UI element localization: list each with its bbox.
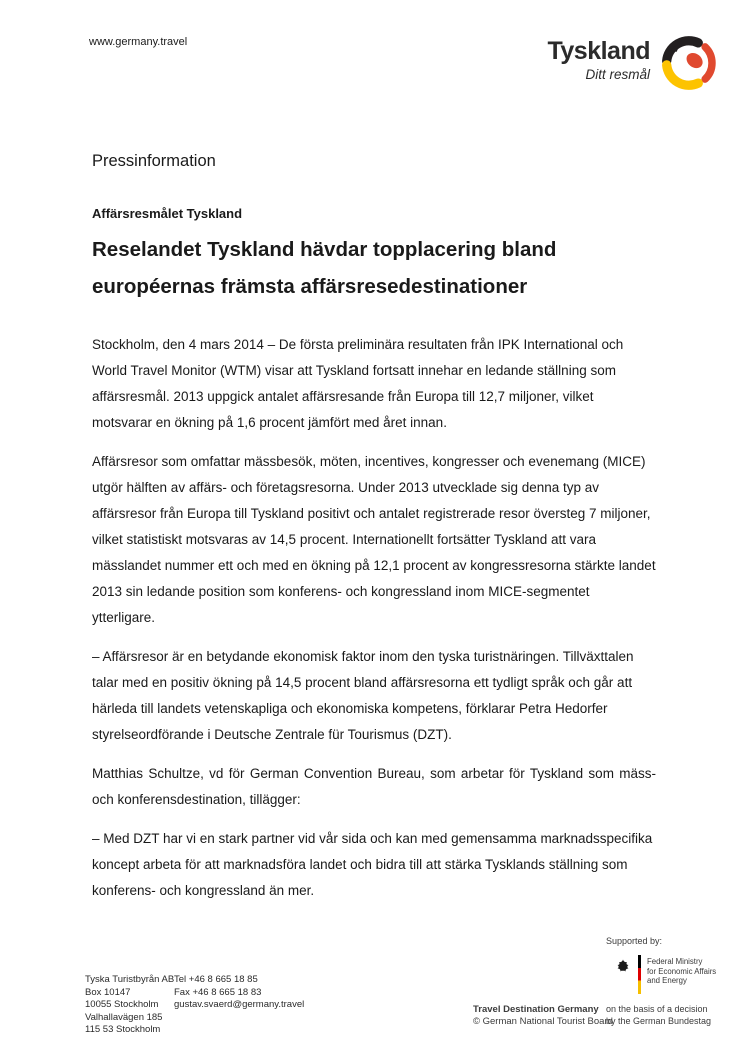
paragraph-mice: Affärsresor som omfattar mässbesök, möten, incentives, kongresser och evenemang (MICE) utgör hälften av affärs- och företagsresorna. Under 2013 utvecklade sig denna typ av affärsresor från Europa till Tyskland positivt och antalet registrerade resor översteg 7 miljoner, vilket statistiskt motsvaras av 14,5 procent. Internationellt fortsätter Tyskland att vara mässlandet nummer ett och med en ökning på 12,1 procent av kongressresorna stärkte landet 2013 sin ledande position som konferens- och kongressland inom MICE-segmentet ytterligare.	[92, 454, 656, 625]
kicker: Affärsresmålet Tyskland	[92, 206, 243, 221]
document-type-label: Pressinformation	[92, 152, 216, 170]
paragraph-schultze-intro: Matthias Schultze, vd för German Convention Bureau, som arbetar för Tyskland som mäss- och konferensdestination, tillägger:	[92, 766, 656, 807]
ministry-name-line: for Economic Affairs	[647, 966, 717, 976]
federal-ministry-logo	[615, 955, 716, 994]
paragraph-quote-schultze: – Med DZT har vi en stark partner vid vår sida och kan med gemensamma marknadsspecifika koncept arbeta för att marknadsföra landet och bidra till att stärka Tysklands ställning som konferens- och kongressland än mer.	[92, 831, 653, 898]
website-url: www.germany.travel	[89, 36, 188, 48]
fax-line: Fax +46 8 665 18 83	[174, 986, 262, 998]
basis-line: on the basis of a decision	[606, 1004, 708, 1014]
ministry-name	[647, 957, 716, 986]
supported-by-label: Supported by:	[606, 936, 663, 946]
logo-title: Tyskland	[547, 37, 650, 65]
germany-travel-logo	[547, 32, 720, 94]
footer-brand	[473, 1004, 613, 1027]
address-line: 115 53 Stockholm	[85, 1024, 161, 1036]
address-line: 10055 Stockholm	[85, 999, 159, 1011]
german-flag-stripe	[638, 955, 641, 994]
body-text	[92, 332, 656, 917]
email-line: gustav.svaerd@germany.travel	[174, 999, 305, 1011]
logo-tagline: Ditt resmål	[585, 67, 650, 82]
bundestag-basis-note	[606, 1004, 711, 1027]
address-line: Valhallavägen 185	[85, 1011, 163, 1023]
footer-contact	[174, 974, 304, 1012]
ministry-name-line: Federal Ministry	[647, 957, 703, 966]
federal-eagle-icon	[615, 955, 631, 974]
address-line: Box 10147	[85, 986, 131, 998]
address-line: Tyska Turistbyrån AB	[85, 974, 175, 985]
german-flag-swirl-icon	[658, 32, 720, 94]
ministry-name-line: and Energy	[647, 976, 687, 986]
brand-title: Travel Destination Germany	[473, 1004, 599, 1015]
page-title: Reselandet Tyskland hävdar topplacering bland européernas främsta affärsresedestinationer	[92, 238, 557, 298]
logo-text	[547, 39, 650, 82]
phone-line: Tel +46 8 665 18 85	[174, 974, 258, 985]
brand-copyright: © German National Tourist Board	[473, 1015, 613, 1027]
paragraph-quote-hedorfer: – Affärsresor är en betydande ekonomisk faktor inom den tyska turistnäringen. Tillväxttalen talar med en positiv ökning på 14,5 procent bland affärsresorna ett tydligt språk och går att härleda till landets vetenskapliga och ekonomiska kompetens, förklarar Petra Hedorfer styrelseordförande i Deutsche Zentrale für Tourismus (DZT).	[92, 649, 634, 742]
basis-line: by the German Bundestag	[606, 1015, 712, 1026]
paragraph-dateline: Stockholm, den 4 mars 2014 – De första preliminära resultaten från IPK International och World Travel Monitor (WTM) visar att Tyskland fortsatt innehar en ledande ställning som affärsresmål. 2013 uppgick antalet affärsresande från Europa till 12,7 miljoner, vilket motsvarar en ökning på 1,6 procent jämfört med året innan.	[92, 337, 624, 430]
footer-address	[85, 974, 174, 1037]
